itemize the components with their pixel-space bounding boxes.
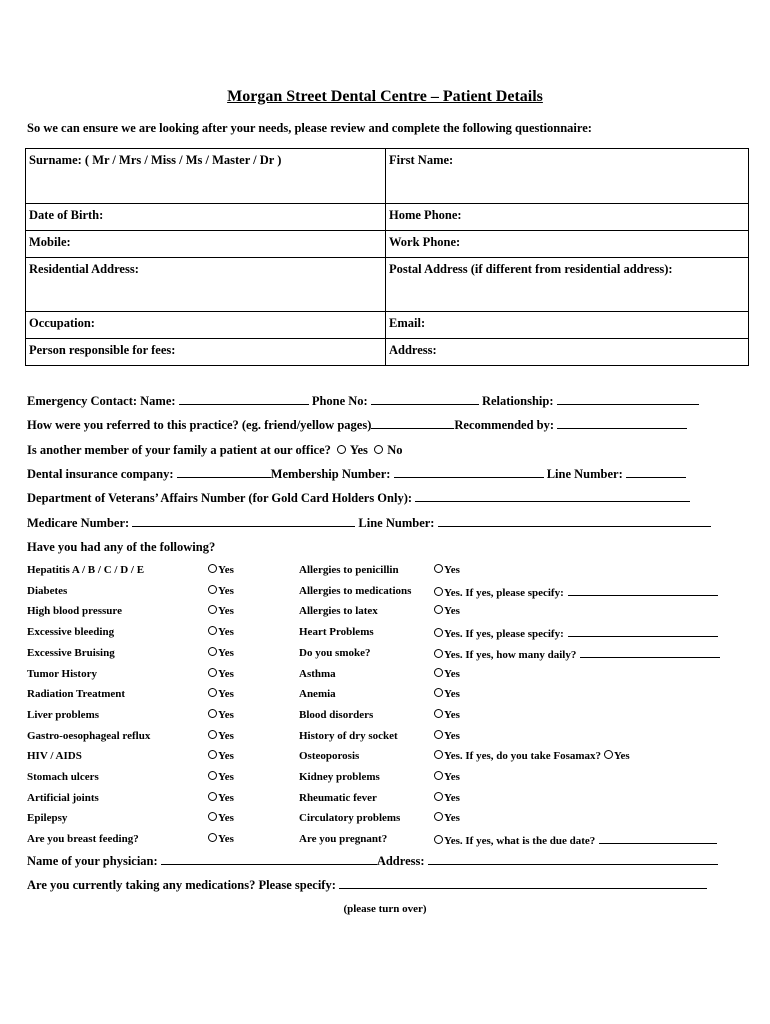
condition-yes-option[interactable]: Yes. If yes, how many daily? — [434, 647, 720, 661]
condition-yes-option[interactable]: Yes — [208, 792, 234, 804]
dob-field[interactable]: Date of Birth: — [26, 204, 386, 231]
condition-yes-option[interactable]: Yes — [208, 812, 234, 824]
mobile-field[interactable]: Mobile: — [26, 231, 386, 258]
dva-number-blank[interactable] — [415, 491, 690, 502]
condition-yes-option[interactable]: Yes. If yes, please specify: — [434, 626, 718, 640]
condition-label: Diabetes — [27, 584, 68, 597]
condition-label: Blood disorders — [299, 708, 374, 721]
membership-number-blank[interactable] — [394, 467, 544, 478]
yes-radio[interactable] — [208, 668, 217, 677]
yes-radio[interactable] — [434, 835, 443, 844]
condition-yes-option[interactable]: Yes — [434, 812, 460, 824]
condition-yes-option[interactable]: Yes — [208, 605, 234, 617]
condition-yes-option[interactable]: Yes — [434, 771, 460, 783]
condition-label: Kidney problems — [299, 771, 380, 783]
residential-address-field[interactable]: Residential Address: — [26, 258, 386, 312]
medications-line: Are you currently taking any medications? Please specify: — [27, 878, 707, 893]
yes-radio[interactable] — [434, 649, 443, 658]
yes-radio[interactable] — [434, 750, 443, 759]
yes-radio[interactable] — [434, 792, 443, 801]
condition-label: High blood pressure — [27, 605, 122, 618]
yes-radio[interactable] — [208, 812, 217, 821]
referral-line: How were you referred to this practice? (eg. friend/yellow pages) Recommended by: — [27, 418, 687, 433]
intro-text: So we can ensure we are looking after your needs, please review and complete the following questionnaire: — [27, 121, 592, 135]
work-phone-field[interactable]: Work Phone: — [386, 231, 749, 258]
condition-yes-option[interactable]: Yes — [434, 792, 460, 804]
emergency-name-blank[interactable] — [179, 394, 309, 405]
first-name-field[interactable]: First Name: — [386, 149, 749, 204]
page-title: Morgan Street Dental Centre – Patient Details — [227, 88, 543, 105]
condition-label: Liver problems — [27, 708, 100, 721]
condition-label: Epilepsy — [27, 812, 68, 825]
emergency-contact-line: Emergency Contact: Name: Phone No: Relationship: — [27, 394, 699, 409]
yes-radio[interactable] — [434, 812, 443, 821]
yes-radio[interactable] — [208, 585, 217, 594]
yes-radio[interactable] — [434, 771, 443, 780]
condition-yes-option[interactable]: Yes — [434, 688, 460, 700]
condition-yes-option[interactable]: Yes. If yes, what is the due date? — [434, 833, 717, 847]
condition-label: Allergies to latex — [299, 605, 378, 618]
condition-yes-option[interactable]: Yes — [208, 647, 234, 659]
condition-yes-option[interactable]: Yes. If yes, please specify: — [434, 585, 718, 599]
referral-blank[interactable] — [371, 418, 454, 429]
insurance-company-blank[interactable] — [177, 467, 271, 478]
yes-radio[interactable] — [208, 771, 217, 780]
recommended-by-blank[interactable] — [557, 418, 687, 429]
condition-yes-option[interactable]: Yes — [208, 585, 234, 597]
condition-yes-option[interactable]: Yes. If yes, do you take Fosamax? Yes — [434, 750, 630, 762]
yes-radio[interactable] — [208, 605, 217, 614]
condition-label: Tumor History — [27, 667, 97, 680]
condition-yes-option[interactable]: Yes — [208, 709, 234, 721]
specify-blank[interactable] — [580, 647, 720, 658]
family-yes-radio[interactable] — [337, 445, 346, 454]
occupation-field[interactable]: Occupation: — [26, 312, 386, 339]
specify-blank[interactable] — [568, 626, 718, 637]
condition-yes-option[interactable]: Yes — [208, 833, 234, 845]
condition-label: Rheumatic fever — [299, 791, 377, 804]
family-no-radio[interactable] — [374, 445, 383, 454]
email-field[interactable]: Email: — [386, 312, 749, 339]
dva-line: Department of Veterans’ Affairs Number (for Gold Card Holders Only): — [27, 491, 690, 506]
yes-radio[interactable] — [208, 647, 217, 656]
surname-field[interactable]: Surname: ( Mr / Mrs / Miss / Ms / Master / Dr ) — [26, 149, 386, 204]
medications-blank[interactable] — [339, 878, 707, 889]
condition-label: Are you breast feeding? — [27, 833, 139, 846]
condition-yes-option[interactable]: Yes — [208, 750, 234, 762]
insurance-line: Dental insurance company: Membership Number: Line Number: — [27, 467, 686, 482]
condition-yes-option[interactable]: Yes — [434, 709, 460, 721]
condition-label: Asthma — [299, 667, 336, 680]
yes-radio[interactable] — [208, 792, 217, 801]
condition-label: Are you pregnant? — [299, 833, 388, 846]
yes-radio[interactable] — [434, 709, 443, 718]
condition-yes-option[interactable]: Yes — [208, 771, 234, 783]
yes-radio[interactable] — [208, 626, 217, 635]
condition-yes-option[interactable]: Yes — [434, 564, 460, 576]
condition-label: Circulatory problems — [299, 812, 401, 825]
condition-yes-option[interactable]: Yes — [208, 564, 234, 576]
specify-blank[interactable] — [599, 833, 717, 844]
condition-label: Hepatitis A / B / C / D / E — [27, 564, 145, 576]
history-question: Have you had any of the following? — [27, 540, 216, 554]
fees-address-field[interactable]: Address: — [386, 339, 749, 366]
medicare-line: Medicare Number: Line Number: — [27, 516, 711, 531]
home-phone-field[interactable]: Home Phone: — [386, 204, 749, 231]
condition-label: Allergies to penicillin — [299, 564, 399, 576]
medicare-line-number-blank[interactable] — [438, 516, 711, 527]
specify-blank[interactable] — [568, 585, 718, 596]
condition-yes-option[interactable]: Yes — [208, 626, 234, 638]
condition-label: Heart Problems — [299, 626, 374, 639]
yes-radio[interactable] — [434, 688, 443, 697]
yes-radio[interactable] — [208, 688, 217, 697]
person-fees-field[interactable]: Person responsible for fees: — [26, 339, 386, 366]
condition-yes-option[interactable]: Yes — [434, 730, 460, 742]
condition-label: Excessive bleeding — [27, 626, 115, 639]
yes-radio[interactable] — [434, 730, 443, 739]
physician-name-blank[interactable] — [161, 854, 377, 865]
yes-radio[interactable] — [208, 564, 217, 573]
physician-line: Name of your physician: Address: — [27, 854, 718, 869]
condition-label: Gastro-oesophageal reflux — [27, 729, 151, 742]
condition-label: Excessive Bruising — [27, 646, 115, 659]
condition-yes-option[interactable]: Yes — [208, 688, 234, 700]
yes-radio[interactable] — [434, 605, 443, 614]
yes-radio[interactable] — [208, 750, 217, 759]
yes-radio[interactable] — [434, 628, 443, 637]
yes-radio[interactable] — [434, 564, 443, 573]
yes-radio[interactable] — [208, 709, 217, 718]
condition-label: Allergies to medications — [299, 584, 412, 597]
condition-label: HIV / AIDS — [27, 750, 82, 763]
yes-radio[interactable] — [434, 668, 443, 677]
family-line: Is another member of your family a patient at our office? Yes No — [27, 443, 403, 457]
condition-yes-option[interactable]: Yes — [208, 730, 234, 742]
patient-details-table — [25, 148, 749, 366]
condition-yes-option[interactable]: Yes — [434, 605, 460, 617]
yes-radio[interactable] — [208, 833, 217, 842]
yes-radio[interactable] — [434, 587, 443, 596]
condition-label: Artificial joints — [27, 791, 99, 804]
condition-label: Stomach ulcers — [27, 771, 99, 783]
condition-yes-option[interactable]: Yes — [208, 668, 234, 680]
postal-address-field[interactable]: Postal Address (if different from residential address): — [386, 258, 749, 312]
condition-yes-option[interactable]: Yes — [434, 668, 460, 680]
medicare-number-blank[interactable] — [132, 516, 355, 527]
emergency-phone-blank[interactable] — [371, 394, 479, 405]
condition-label: Do you smoke? — [299, 646, 371, 659]
condition-label: History of dry socket — [299, 729, 398, 742]
yes-radio[interactable] — [208, 730, 217, 739]
insurance-line-number-blank[interactable] — [626, 467, 686, 478]
turn-over-note: (please turn over) — [343, 903, 427, 915]
condition-label: Osteoporosis — [299, 750, 360, 763]
fosamax-yes-radio[interactable] — [604, 750, 613, 759]
emergency-relationship-blank[interactable] — [557, 394, 699, 405]
condition-label: Anemia — [299, 688, 336, 701]
physician-address-blank[interactable] — [428, 854, 718, 865]
condition-label: Radiation Treatment — [27, 688, 126, 701]
